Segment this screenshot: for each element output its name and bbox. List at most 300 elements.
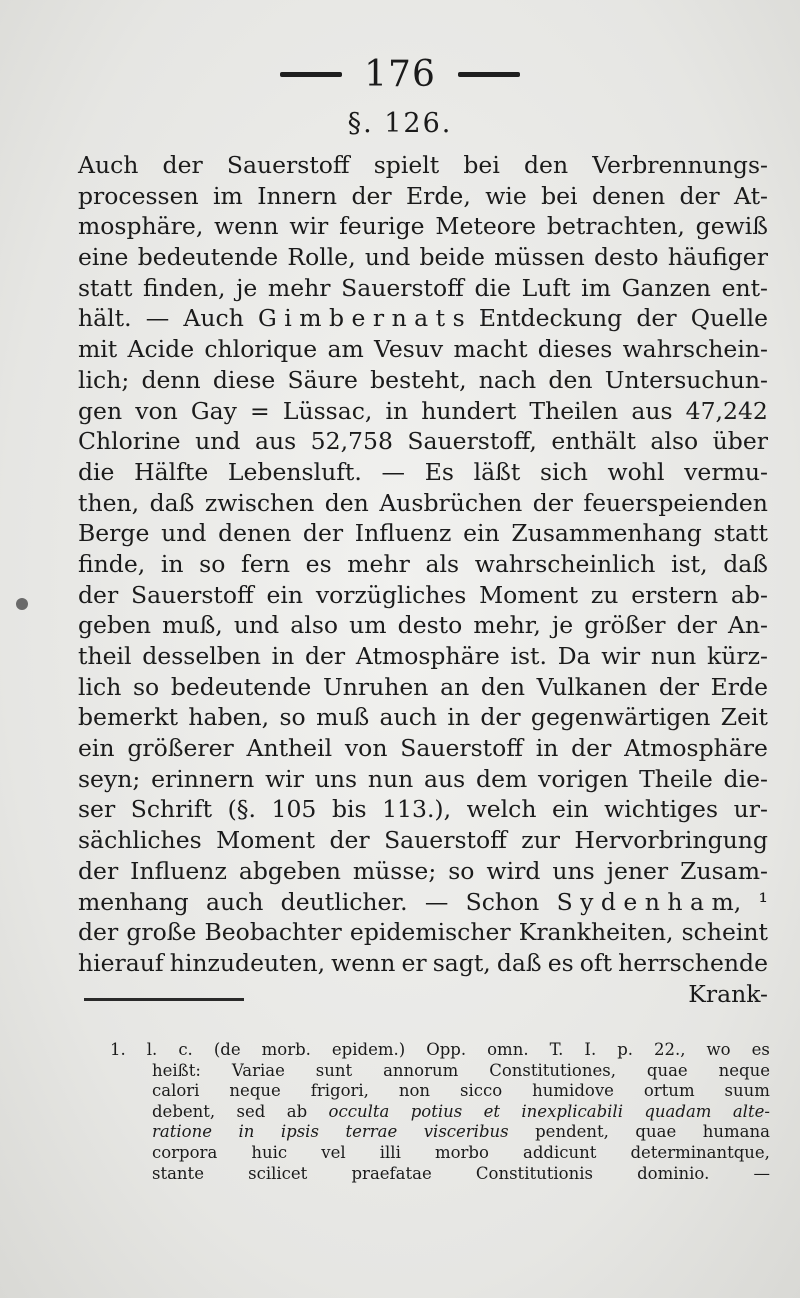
word: denen	[591, 181, 666, 210]
word: den	[548, 365, 593, 394]
footnote-word: Constitutiones,	[489, 1060, 616, 1080]
footnote-rule	[84, 998, 244, 1001]
footnote-word: annorum	[383, 1060, 459, 1080]
footnote-word: ratione	[152, 1122, 212, 1142]
footnote-word: morb.	[261, 1040, 311, 1059]
word: wir	[601, 642, 641, 670]
text-line	[78, 610, 768, 641]
footnote-word: humidove	[532, 1081, 614, 1101]
word: Antheil	[246, 734, 333, 763]
word: Hälfte	[134, 457, 209, 486]
word: macht	[453, 335, 528, 364]
word: im	[213, 181, 243, 210]
word: gen	[78, 396, 123, 425]
word: mehr,	[473, 611, 541, 640]
word: =	[250, 396, 270, 425]
word: mosphäre,	[78, 212, 204, 241]
word: der	[532, 488, 573, 517]
word: hundert	[421, 396, 517, 425]
word: lich	[78, 672, 122, 701]
word: so	[132, 672, 160, 701]
word: processen	[78, 181, 199, 210]
footnote-word: ipsis	[280, 1122, 319, 1142]
word: S y d e n h a m,	[556, 887, 742, 916]
footnote-word: T.	[549, 1040, 564, 1059]
text-line	[78, 580, 768, 611]
word: auch	[205, 887, 264, 916]
footnote	[110, 1040, 770, 1184]
text-line	[78, 518, 768, 549]
footnote-word: c.	[178, 1040, 193, 1059]
footnote-word: pendent,	[535, 1122, 609, 1142]
word: Schrift	[130, 795, 213, 824]
word: Sauerstoff	[341, 273, 464, 302]
word: hierauf	[78, 948, 164, 977]
word: uns	[552, 856, 595, 885]
word: ein	[463, 519, 500, 548]
footnote-word: epidem.)	[331, 1040, 406, 1059]
word: größerer	[127, 734, 234, 763]
word: je	[236, 273, 258, 302]
footnote-word: p.	[617, 1040, 634, 1059]
footnote-word: omn.	[487, 1040, 529, 1059]
word: desto	[593, 243, 659, 272]
word: Sauerstoff	[130, 580, 254, 609]
footnote-word: inexplicabili	[521, 1101, 623, 1121]
footnote-word: visceribus	[423, 1122, 509, 1142]
word: muß	[316, 703, 370, 732]
text-line	[78, 825, 768, 856]
footnote-line	[110, 1122, 770, 1143]
footnote-word: quadam	[644, 1101, 712, 1121]
footnote-word: addicunt	[523, 1142, 597, 1162]
word: nun	[650, 642, 697, 670]
word: Säure	[287, 365, 358, 394]
word: es	[547, 948, 574, 977]
word: Vulkanen	[536, 672, 648, 701]
footnote-word: Constitutionis	[475, 1163, 593, 1183]
word: so	[199, 549, 226, 578]
word: vorigen	[538, 764, 629, 793]
word: in	[535, 734, 559, 763]
word: Moment	[216, 826, 316, 855]
word: Theilen	[529, 396, 619, 425]
word: uns	[314, 764, 358, 793]
word: menhang	[78, 887, 189, 916]
footnote-word: heißt:	[152, 1060, 201, 1080]
word: hinzudeuten,	[169, 948, 326, 977]
word: beide	[419, 243, 485, 272]
word: —	[424, 887, 449, 916]
word: sächliches	[78, 826, 202, 855]
word: vorzügliches	[315, 580, 467, 609]
word: Es	[424, 457, 454, 486]
header-rule-right	[458, 72, 520, 77]
word: ur-	[733, 795, 768, 824]
footnote-word: alte-	[732, 1101, 770, 1121]
word: kürz-	[707, 642, 768, 670]
word: feurige	[339, 212, 425, 241]
word: von	[344, 734, 388, 763]
word: aus	[254, 427, 297, 456]
word: es	[305, 549, 332, 578]
word: als	[425, 549, 460, 578]
word: jener	[606, 856, 669, 885]
word: daß	[149, 488, 195, 517]
footnote-word: occulta	[328, 1101, 390, 1121]
word: zur	[521, 826, 560, 855]
word: bei	[541, 181, 578, 210]
footnote-word: dominio.	[637, 1163, 710, 1183]
word: wie	[485, 181, 527, 210]
text-line	[78, 211, 768, 242]
footnote-word: 1.	[110, 1040, 126, 1059]
word: statt	[78, 273, 133, 302]
word: am	[327, 335, 364, 364]
word: die	[78, 457, 115, 486]
word: gegenwärtigen	[530, 703, 711, 732]
footnote-word: calori	[152, 1081, 200, 1101]
word: betrachten,	[546, 212, 685, 241]
text-line	[78, 273, 768, 304]
word: welch	[466, 795, 537, 824]
word: At-	[734, 181, 768, 210]
footnote-word: suum	[724, 1081, 770, 1101]
word: An-	[727, 611, 768, 640]
word: bedeutende	[137, 243, 279, 272]
word: —	[145, 304, 170, 333]
word: chlorique	[204, 335, 318, 364]
text-line	[78, 365, 768, 396]
word: ab-	[730, 580, 768, 609]
word: müsse;	[352, 856, 437, 885]
word: über	[712, 427, 768, 456]
text-line	[78, 672, 768, 703]
word: daß	[723, 549, 768, 578]
word: auch	[379, 703, 437, 732]
word: bis	[331, 795, 367, 824]
word: ein	[552, 795, 589, 824]
footnote-word: Variae	[231, 1060, 285, 1080]
word: mehr	[347, 549, 410, 578]
word: desto	[397, 611, 463, 640]
word: Innern	[257, 181, 338, 210]
word: läßt	[473, 457, 521, 486]
word: Atmosphäre	[624, 734, 768, 763]
body-text	[78, 150, 768, 1009]
text-line	[78, 334, 768, 365]
word: in	[385, 396, 409, 425]
footnote-word: corpora	[152, 1142, 218, 1162]
word: abgeben	[238, 856, 341, 885]
footnote-word: in	[238, 1122, 255, 1142]
word: 52,758	[310, 427, 393, 456]
word: ent-	[721, 273, 768, 302]
word: Unruhen	[322, 672, 429, 701]
footnote-word: quae	[635, 1122, 677, 1142]
word: müssen	[494, 243, 585, 272]
word: der	[329, 826, 370, 855]
word: der	[571, 734, 612, 763]
word: besteht,	[370, 365, 467, 394]
word: deutlicher.	[280, 887, 408, 916]
margin-ink-mark	[16, 598, 28, 610]
footnote-word: l.	[146, 1040, 158, 1059]
word: Zusam-	[680, 856, 768, 885]
word: Lebensluft.	[227, 457, 362, 486]
word: der	[304, 642, 346, 670]
word: bei	[463, 151, 500, 179]
header-rule-left	[280, 72, 342, 77]
footnote-line	[110, 1164, 770, 1185]
word: aus	[424, 764, 466, 793]
word: Influenz	[130, 856, 227, 885]
text-line	[78, 457, 768, 488]
word: Gay	[190, 396, 237, 425]
catchword-line	[78, 979, 768, 1010]
footnote-word: neque	[718, 1060, 770, 1080]
word: feuerspeienden	[583, 488, 768, 517]
footnote-word: sicco	[460, 1081, 503, 1101]
text-line	[78, 887, 768, 918]
word: finden,	[143, 273, 226, 302]
word: Vesuv	[374, 335, 444, 364]
footnote-word: humana	[702, 1122, 770, 1142]
word: den	[480, 672, 525, 701]
word: Ganzen	[621, 273, 711, 302]
word: mehr	[267, 273, 331, 302]
word: ein	[78, 734, 115, 763]
footnote-line	[110, 1081, 770, 1102]
footnote-word: sed	[236, 1101, 266, 1121]
text-line	[78, 426, 768, 457]
footnote-word: ortum	[643, 1081, 695, 1101]
word: diese	[212, 365, 276, 394]
word: Zusammenhang	[511, 519, 702, 548]
word: oft	[579, 948, 613, 977]
word: gewiß	[695, 212, 768, 241]
word: also	[290, 611, 339, 640]
word: Da	[557, 642, 591, 670]
word: Acide	[127, 335, 195, 364]
text-line	[78, 917, 768, 948]
word: häufiger	[667, 243, 768, 272]
word: zu	[590, 580, 619, 609]
word: ist.	[510, 642, 547, 670]
word: nach	[478, 365, 537, 394]
word: Hervorbringung	[574, 826, 768, 855]
footnote-word: quae	[646, 1060, 688, 1080]
page-header	[0, 52, 800, 96]
word: Chlorine	[78, 427, 181, 456]
word: die	[474, 273, 511, 302]
word: desselben	[142, 642, 261, 670]
word: enthält	[551, 427, 636, 456]
text-line	[78, 303, 768, 334]
word: Atmosphäre	[355, 642, 500, 670]
word: mit	[78, 335, 118, 364]
footnote-word: scilicet	[248, 1163, 308, 1183]
word: erinnern	[151, 764, 255, 793]
section-heading: §. 126.	[347, 108, 453, 139]
word: dem	[476, 764, 528, 793]
text-line	[78, 181, 768, 212]
word: Beobachter	[204, 918, 342, 947]
word: Moment	[479, 580, 579, 609]
word: bemerkt	[78, 703, 179, 732]
word: in	[447, 703, 471, 732]
word: zwischen	[204, 488, 315, 517]
word: sagt,	[432, 948, 491, 977]
word: und	[161, 519, 207, 548]
word: und	[364, 243, 411, 272]
word: in	[271, 642, 295, 670]
text-line	[78, 733, 768, 764]
word: Rolle,	[287, 243, 356, 272]
text-line	[78, 641, 768, 672]
footnote-word: stante	[152, 1163, 204, 1183]
word: wohl	[607, 457, 665, 486]
footnote-word: I.	[584, 1040, 597, 1059]
footnote-word: sunt	[315, 1060, 353, 1080]
word: Theile	[639, 764, 713, 793]
word: je	[551, 611, 574, 640]
word: Lüssac,	[282, 396, 373, 425]
word: 47,242	[685, 396, 768, 425]
word: spielt	[373, 151, 440, 179]
word: denn	[141, 365, 201, 394]
word: 113.),	[382, 795, 452, 824]
word: erstern	[631, 580, 719, 609]
footnote-word: Opp.	[426, 1040, 467, 1059]
word: denen	[218, 519, 292, 548]
word: haben,	[188, 703, 270, 732]
word: wichtiges	[604, 795, 719, 824]
word: und	[195, 427, 241, 456]
word: Influenz	[354, 519, 452, 548]
word: fern	[241, 549, 291, 578]
text-line	[78, 242, 768, 273]
word: eine	[78, 243, 129, 272]
footnote-word: potius	[410, 1101, 463, 1121]
catchword: Krank-	[688, 979, 768, 1008]
footnote-word: morbo	[434, 1142, 489, 1162]
word: Quelle	[690, 304, 768, 333]
word: bedeutende	[170, 672, 312, 701]
word: —	[381, 457, 406, 486]
footnote-word: (de	[213, 1040, 241, 1059]
word: den	[324, 488, 369, 517]
word: scheint	[681, 918, 768, 947]
word: Entdeckung	[478, 304, 623, 333]
word: Auch	[183, 304, 244, 333]
word: statt	[713, 519, 768, 548]
word: ein	[266, 580, 304, 609]
word: der	[78, 580, 119, 609]
word: und	[233, 611, 280, 640]
word: (§.	[227, 795, 256, 824]
word: Luft	[521, 273, 571, 302]
word: 105	[271, 795, 317, 824]
word: so	[448, 856, 475, 885]
text-line	[78, 150, 768, 181]
word: Erde,	[406, 181, 471, 210]
word: geben	[78, 611, 152, 640]
footnote-word: neque	[229, 1081, 281, 1101]
footnote-word: praefatae	[351, 1163, 432, 1183]
word: lich;	[78, 365, 130, 394]
word: der	[636, 304, 677, 333]
word: nun	[367, 764, 414, 793]
word: an	[440, 672, 470, 701]
word: der	[679, 181, 720, 210]
footnote-word: ab	[286, 1101, 308, 1121]
word: hält.	[78, 304, 132, 333]
word: also	[650, 427, 699, 456]
footnote-line	[110, 1040, 770, 1061]
word: theil	[78, 642, 132, 670]
word: der	[162, 151, 203, 179]
word: wahrscheinlich	[474, 549, 656, 578]
word: Untersuchun-	[604, 365, 768, 394]
word: aus	[631, 396, 673, 425]
word: von	[135, 396, 178, 425]
text-line	[78, 856, 768, 887]
page-number: 176	[364, 53, 436, 95]
word: Sauerstoff	[384, 826, 507, 855]
word: Berge	[78, 519, 150, 548]
word: vermu-	[684, 457, 768, 486]
word: größer	[584, 611, 666, 640]
word: der	[658, 672, 699, 701]
text-line	[78, 794, 768, 825]
word: wir	[289, 212, 329, 241]
footnote-word: determinantque,	[630, 1142, 770, 1162]
word: wenn	[331, 948, 396, 977]
text-line	[78, 396, 768, 427]
word: Meteore	[435, 212, 537, 241]
word: ist,	[671, 549, 708, 578]
word: um	[349, 611, 387, 640]
word: große	[126, 918, 197, 947]
word: wir	[265, 764, 304, 793]
word: im	[581, 273, 611, 302]
word: G i m b e r n a t s	[258, 304, 465, 333]
word: Sauerstoff	[400, 734, 523, 763]
word: ser	[78, 795, 116, 824]
word: sich	[539, 457, 588, 486]
footnote-line	[110, 1061, 770, 1082]
text-line	[78, 488, 768, 519]
word: Verbrennungs-	[592, 151, 768, 179]
word: so	[279, 703, 306, 732]
word: seyn;	[78, 764, 141, 793]
text-line	[78, 948, 768, 979]
word: dieses	[537, 335, 613, 364]
text-line	[78, 549, 768, 580]
word: Sauerstoff,	[407, 427, 537, 456]
word: then,	[78, 488, 140, 517]
word: der	[676, 611, 717, 640]
word: der	[351, 181, 392, 210]
word: daß	[496, 948, 542, 977]
footnote-word: debent,	[152, 1101, 216, 1121]
footnote-word: illi	[379, 1142, 401, 1162]
word: Erde	[710, 672, 768, 701]
word: wenn	[214, 212, 279, 241]
word: der	[302, 519, 344, 548]
word: herrschende	[618, 948, 768, 977]
